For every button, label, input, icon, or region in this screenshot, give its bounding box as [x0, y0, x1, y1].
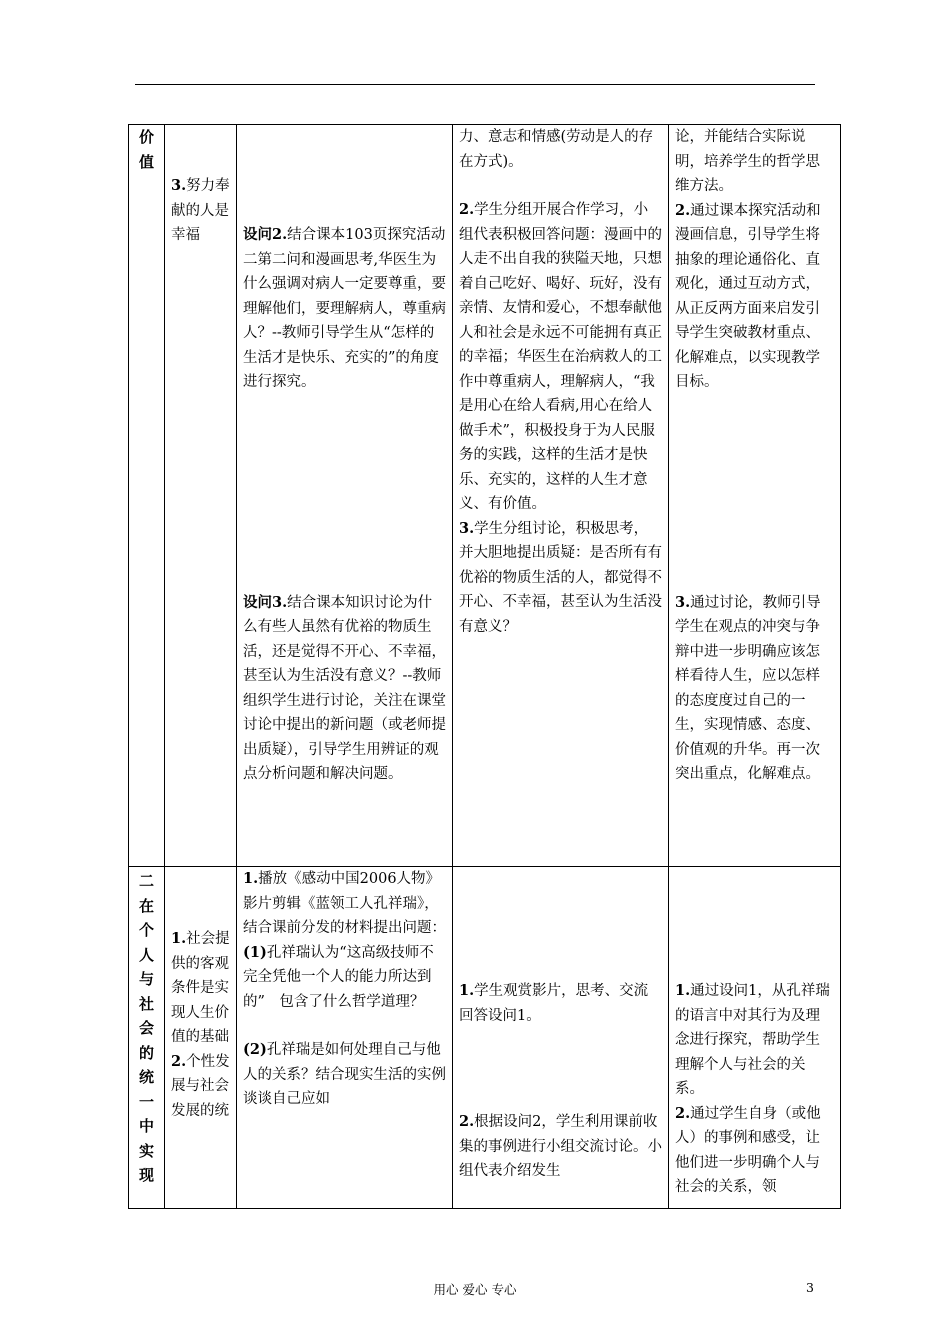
section-cell: [129, 125, 165, 867]
intent-item: 2.通过课本探究活动和漫画信息，引导学生将抽象的理论通俗化、直观化，通过互动方式，从正反两方面来启发引导学生突破教材重点、化解难点，以实现教学目标。: [675, 201, 821, 390]
topic-num: 3.: [171, 177, 187, 194]
section-char: 个: [138, 921, 154, 939]
section-char: 的: [138, 1043, 154, 1062]
topic-text: 努力奉献的人是幸福: [171, 178, 230, 243]
section-cell: [129, 867, 165, 1209]
intent-item: 1.通过设问1，从孔祥瑞的语言中对其行为及理念进行探究，帮助学生理解个人与社会的关系。: [675, 982, 830, 1097]
lesson-plan-table: [128, 124, 841, 1209]
page-number: 3: [806, 1280, 814, 1295]
intent-item: 3.通过讨论，教师引导学生在观点的冲突与争辩中进一步明确应该怎样看待人生，应以怎样的态度度过自己的一生，实现情感、态度、价值观的升华。再一次突出重点，化解难点。: [675, 593, 821, 782]
intent-item: 2.通过学生自身（或他人）的事例和感受，让他们进一步明确个人与社会的关系，领: [675, 1104, 821, 1195]
teacher-item: 设问3.结合课本知识讨论为什么有些人虽然有优裕的物质生活，还是觉得不开心、不幸福，甚至认为生活没有意义？--教师组织学生进行讨论，关注在课堂讨论中提出的新问题（或老师提出质疑），引导学生用辨证的观点分析问题和解决问题。: [243, 593, 446, 782]
section-char: 值: [138, 152, 154, 171]
footer-motto: 用心 爱心 专心: [433, 1282, 517, 1297]
topic-item: 1.社会提供的客观条件是实现人生价值的基础: [171, 930, 230, 1045]
teacher-item: 设问2.结合课本103页探究活动二第二问和漫画思考,华医生为什么强调对病人一定要尊重，要理解他们，要理解病人，尊重病人？--教师引导学生从“怎样的生活才是快乐、充实的”的角度进行探究。: [243, 226, 446, 390]
section-char: 二: [138, 872, 154, 890]
topic-cell: [165, 867, 237, 1209]
student-item: 2.学生分组开展合作学习，小组代表积极回答问题：漫画中的人走不出自我的狭隘天地，只想着自己吃好、喝好、玩好，没有亲情、友情和爱心，不想奉献他人和社会是永远不可能拥有真正的幸福；华医生在治病救人的工作中尊重病人，理解病人，“我是用心在给人看病,用心在给人做手术”，积极投身于为人民服务的实践，这样的生活才是快乐、充实的，这样的人生才意义、有价值。: [459, 201, 662, 512]
section-char: 现: [138, 1166, 154, 1184]
teacher-activity-cell: [237, 867, 453, 1209]
design-intent-cell: [669, 867, 841, 1209]
student-item: 力、意志和情感(劳动是人的存在方式)。: [459, 129, 654, 170]
student-item: 2.根据设问2，学生利用课前收集的事例进行小组交流讨论。小组代表介绍发生: [459, 1113, 662, 1179]
section-char: 中: [138, 1117, 154, 1135]
section-char: 一: [138, 1092, 154, 1111]
teacher-item: (2)孔祥瑞是如何处理自己与他人的关系？结合现实生活的实例谈谈自己应如: [243, 1041, 446, 1107]
teacher-activity-cell: [237, 125, 453, 867]
section-char: 在: [138, 896, 154, 915]
table-row: [129, 125, 841, 867]
section-char: 与: [138, 970, 154, 988]
topic-cell: [165, 125, 237, 867]
student-activity-cell: [453, 867, 669, 1209]
intent-item: 论，并能结合实际说明，培养学生的哲学思维方法。: [675, 129, 820, 194]
header-rule: [135, 84, 815, 85]
student-activity-cell: [453, 125, 669, 867]
section-char: 人: [138, 945, 154, 964]
section-char: 实: [138, 1141, 154, 1160]
teacher-item: (1)孔祥瑞认为“这高级技师不完全凭他一个人的能力所达到的” 包含了什么哲学道理？: [243, 943, 434, 1010]
design-intent-cell: [669, 125, 841, 867]
section-char: 社: [138, 994, 154, 1013]
topic-item: 2.个性发展与社会发展的统: [171, 1052, 230, 1119]
student-item: 1.学生观赏影片，思考、交流回答设问1。: [459, 982, 649, 1024]
teacher-item: 1.播放《感动中国2006人物》影片剪辑《蓝领工人孔祥瑞》，结合课前分发的材料提出问题：: [243, 870, 446, 936]
student-item: 3.学生分组讨论，积极思考，并大胆地提出质疑：是否所有有优裕的物质生活的人，都觉得不开心、不幸福，甚至认为生活没有意义？: [459, 519, 662, 635]
section-char: 会: [138, 1019, 154, 1037]
section-char: 价: [138, 128, 154, 146]
table-row: [129, 867, 841, 1209]
section-char: 统: [138, 1068, 154, 1086]
